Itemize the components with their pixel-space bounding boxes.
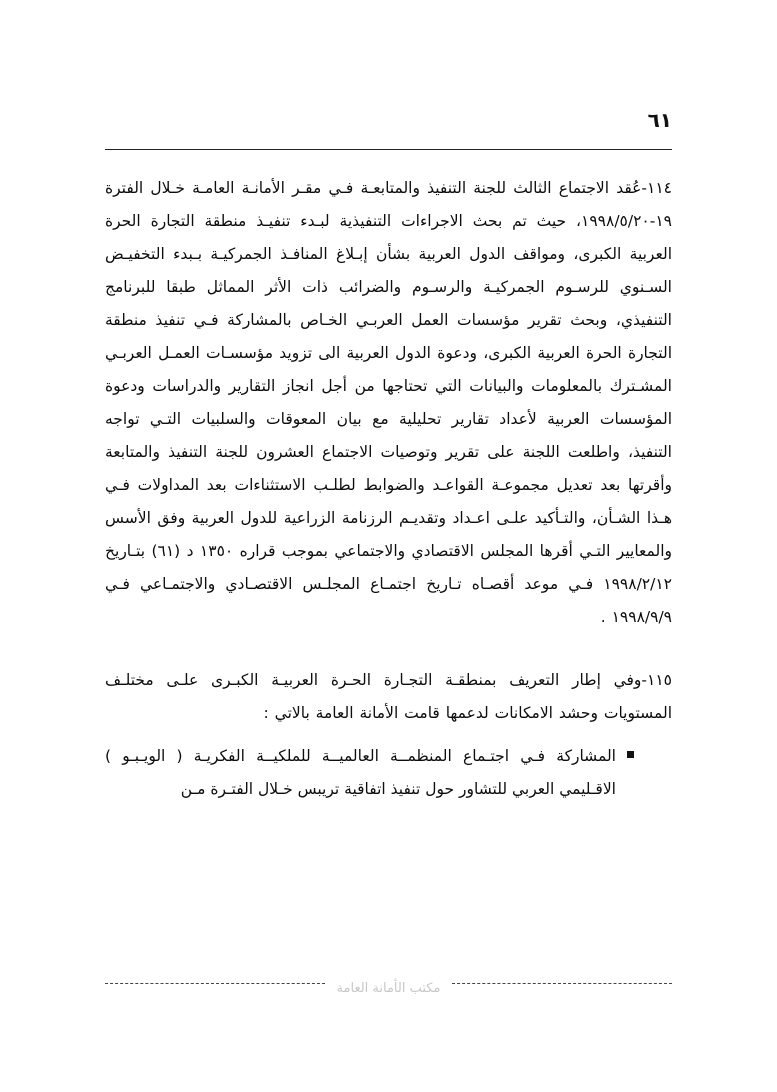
footer-watermark: مكتب الأمانة العامة (336, 981, 441, 996)
page-number: ٦١ (647, 108, 672, 132)
page-content (105, 172, 672, 806)
paragraph-114 (105, 172, 672, 634)
list-item-text: المشاركة فـي اجتـماع المنظمــة العالميــة للملكيــة الفكريـة ( الويـبـو ) الاقـليمي العربي للتشاور حول تنفيذ اتفاقية تريبس خـلال الفتـرة مـن (105, 747, 616, 798)
paragraph-115-text: وفي إطار التعريف بمنطقـة التجـارة الحـرة العربيـة الكبـرى علـى مختلـف المستويات وحشد الامكانات لدعمها قامت الأمانة العامة بالاتي : (105, 671, 672, 722)
bullet-square-icon (627, 751, 634, 758)
header-divider (105, 149, 672, 150)
paragraph-115 (105, 664, 672, 730)
paragraph-114-marker: ١١٤- (641, 179, 672, 197)
bullet-list (105, 740, 672, 806)
paragraph-115-marker: ١١٥- (641, 671, 672, 689)
paragraph-114-text: عُقد الاجتماع الثالث للجنة التنفيذ والمتابعـة فـي مقـر الأمانـة العامـة خـلال الفترة ١٩-١٩٩٨/٥/٢٠، حيث تم بحث الاجراءات التنفيذية لبـدء تنفيـذ منطقة التجارة الحرة العربية الكبرى، ومواقف الدول العربية بشأن إبـلاغ المنافـذ الجمركيـة بـبدء التخفيـض السـنوي للرسـوم الجمركيـة والرسـوم والضرائب ذات الأثر المماثل طبقا للبرنامج التنفيذي، وبحث تقرير مؤسسات العمل العربـي الخـاص بالمشاركة فـي تنفيذ منطقة التجارة الحرة العربية الكبرى، ودعوة الدول العربية الى تزويد مؤسسـات العمـل العربـي المشـترك بالمعلومات والبيانات التي تحتاجها من أجل انجاز التقارير والدراسات ودعوة المؤسسات العربية لأعداد تقارير تحليلية مع بيان المعوقات والسلبيات التـي تواجه التنفيذ، واطلعت اللجنة على تقرير وتوصيات الاجتماع العشرون للجنة التنفيذ والمتابعة وأقرتها بعد تعديل مجموعـة القواعـد والضوابط لطلـب الاستثناءات بعد المداولات فـي هـذا الشـأن، والتـأكيد علـى اعـداد وتقديـم الرزنامة الزراعية للدول العربية وفق الأسس والمعايير التـي أقرها المجلس الاقتصادي والاجتماعي بموجب قراره ١٣٥٠ د (٦١) بتـاريخ ١٩٩٨/٢/١٢ فـي موعد أقصـاه تـاريخ اجتمـاع المجلـس الاقتصـادي والاجتمـاعي فـي ١٩٩٨/٩/٩ . (105, 179, 672, 626)
list-item (105, 740, 616, 806)
